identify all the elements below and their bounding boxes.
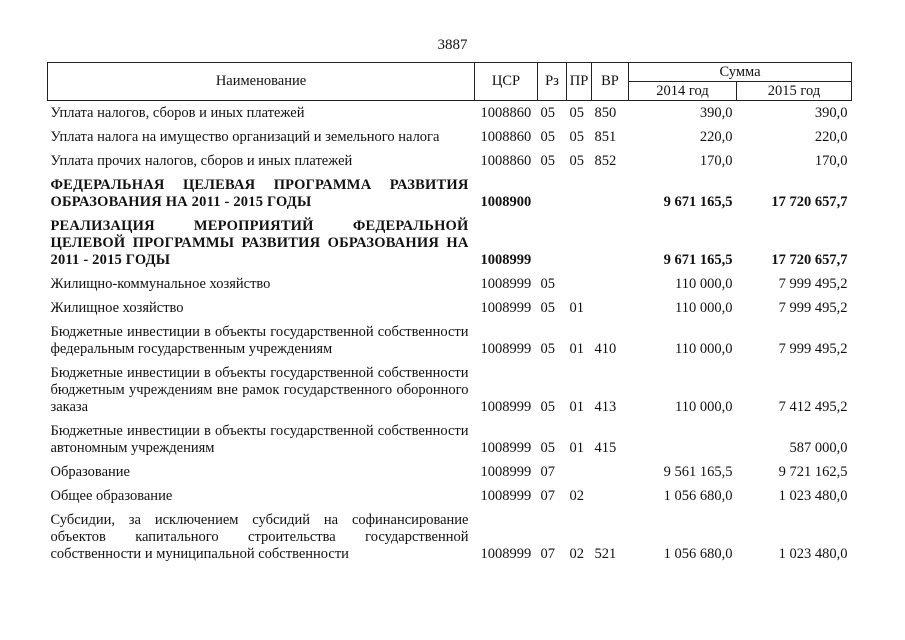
row-name: Жилищное хозяйство — [50, 300, 184, 316]
table-row — [48, 149, 852, 173]
row-pr — [567, 460, 592, 484]
row-amount-2015: 17 720 657,7 — [771, 252, 848, 268]
row-csr: 1008999 — [480, 341, 532, 357]
row-pr: 05 — [569, 153, 584, 169]
row-vr: 410 — [594, 341, 617, 357]
row-name: ФЕДЕРАЛЬНАЯ ЦЕЛЕВАЯ ПРОГРАММА РАЗВИТИЯ ОБРАЗОВАНИЯ НА 2011 - 2015 ГОДЫ — [50, 177, 469, 210]
table-body — [48, 101, 852, 567]
row-amount-2014: 110 000,0 — [675, 276, 733, 292]
row-amount-2014: 9 561 165,5 — [663, 464, 733, 480]
table-row — [48, 320, 852, 361]
header-name: Наименование — [48, 63, 475, 101]
page-number: 3887 — [437, 37, 468, 53]
row-amount-2015: 7 999 495,2 — [778, 276, 848, 292]
row-amount-2015: 1 023 480,0 — [778, 546, 848, 562]
row-name: РЕАЛИЗАЦИЯ МЕРОПРИЯТИЙ ФЕДЕРАЛЬНОЙ ЦЕЛЕВОЙ ПРОГРАММЫ РАЗВИТИЯ ОБРАЗОВАНИЯ НА 2011 - 2015 ГОДЫ — [50, 218, 469, 268]
row-vr: 850 — [594, 105, 617, 121]
row-amount-2014: 220,0 — [699, 129, 733, 145]
row-amount-2014: 9 671 165,5 — [663, 252, 733, 268]
row-name: Общее образование — [50, 488, 173, 504]
table-row — [48, 484, 852, 508]
row-csr: 1008999 — [480, 440, 532, 456]
table-row — [48, 460, 852, 484]
row-pr: 05 — [569, 105, 584, 121]
table-row — [48, 125, 852, 149]
table-row — [48, 508, 852, 566]
row-rz: 05 — [540, 129, 555, 145]
header-pr: ПР — [567, 63, 592, 101]
row-amount-2015: 7 999 495,2 — [778, 300, 848, 316]
table-row — [48, 272, 852, 296]
row-amount-2015: 7 412 495,2 — [778, 399, 848, 415]
row-pr — [567, 173, 592, 214]
row-amount-2015: 9 721 162,5 — [778, 464, 848, 480]
row-amount-2014: 110 000,0 — [675, 300, 733, 316]
row-amount-2014: 170,0 — [699, 153, 733, 169]
row-name: Уплата налога на имущество организаций и земельного налога — [50, 129, 440, 145]
row-vr — [592, 272, 629, 296]
row-pr: 02 — [569, 546, 584, 562]
row-name: Бюджетные инвестиции в объекты государственной собственности автономным учреждениям — [50, 423, 469, 456]
row-csr: 1008860 — [480, 105, 532, 121]
row-csr: 1008860 — [480, 153, 532, 169]
table-row — [48, 101, 852, 126]
header-rz: Рз — [538, 63, 567, 101]
row-amount-2015: 390,0 — [814, 105, 848, 121]
row-amount-2015: 1 023 480,0 — [778, 488, 848, 504]
row-name: Бюджетные инвестиции в объекты государственной собственности федеральным государственным учреждениям — [50, 324, 469, 357]
row-pr: 05 — [569, 129, 584, 145]
row-amount-2014: 9 671 165,5 — [663, 194, 733, 210]
row-rz — [538, 214, 567, 272]
row-rz: 05 — [540, 440, 555, 456]
row-vr: 413 — [594, 399, 617, 415]
row-vr: 415 — [594, 440, 617, 456]
row-name: Бюджетные инвестиции в объекты государственной собственности бюджетным учреждениям вне рамок государственного оборонного заказа — [50, 365, 469, 415]
row-name: Уплата налогов, сборов и иных платежей — [50, 105, 305, 121]
table-row — [48, 296, 852, 320]
table-row — [48, 419, 852, 460]
row-rz: 05 — [540, 276, 555, 292]
row-rz: 05 — [540, 300, 555, 316]
row-csr: 1008999 — [480, 300, 532, 316]
row-rz: 05 — [540, 105, 555, 121]
row-name: Жилищно-коммунальное хозяйство — [50, 276, 271, 292]
row-rz — [538, 173, 567, 214]
table-header — [48, 63, 852, 101]
row-name: Уплата прочих налогов, сборов и иных платежей — [50, 153, 353, 169]
row-csr: 1008999 — [480, 464, 532, 480]
row-pr: 02 — [569, 488, 584, 504]
row-csr: 1008860 — [480, 129, 532, 145]
row-rz: 07 — [540, 546, 555, 562]
header-vr: ВР — [592, 63, 629, 101]
row-csr: 1008999 — [480, 399, 532, 415]
row-vr — [592, 484, 629, 508]
row-name: Субсидии, за исключением субсидий на софинансирование объектов капитального строительства государственной собственности и муниципальной собственности — [50, 512, 469, 562]
row-csr: 1008999 — [480, 252, 532, 268]
row-rz: 05 — [540, 341, 555, 357]
row-csr: 1008900 — [480, 194, 532, 210]
row-pr — [567, 214, 592, 272]
row-rz: 05 — [540, 153, 555, 169]
row-rz: 07 — [540, 464, 555, 480]
row-amount-2014: 1 056 680,0 — [663, 546, 733, 562]
row-vr — [592, 296, 629, 320]
row-amount-2014: 390,0 — [699, 105, 733, 121]
row-vr — [592, 460, 629, 484]
row-pr — [567, 272, 592, 296]
row-vr — [592, 173, 629, 214]
row-vr: 852 — [594, 153, 617, 169]
row-pr: 01 — [569, 300, 584, 316]
row-vr — [592, 214, 629, 272]
row-amount-2014: 110 000,0 — [675, 341, 733, 357]
row-rz: 07 — [540, 488, 555, 504]
budget-table-container — [47, 62, 851, 566]
header-csr: ЦСР — [475, 63, 538, 101]
row-amount-2015: 220,0 — [814, 129, 848, 145]
budget-table — [47, 62, 852, 566]
row-amount-2014: 110 000,0 — [675, 399, 733, 415]
header-sum: Сумма — [629, 63, 852, 82]
row-amount-2015: 587 000,0 — [789, 440, 848, 456]
row-amount-2015: 7 999 495,2 — [778, 341, 848, 357]
row-csr: 1008999 — [480, 276, 532, 292]
row-vr: 521 — [594, 546, 617, 562]
row-amount-2014: 1 056 680,0 — [663, 488, 733, 504]
row-vr: 851 — [594, 129, 617, 145]
row-csr: 1008999 — [480, 546, 532, 562]
row-pr: 01 — [569, 399, 584, 415]
row-amount-2015: 17 720 657,7 — [771, 194, 848, 210]
header-year-2015: 2015 год — [737, 82, 852, 101]
row-amount-2014 — [629, 419, 737, 460]
row-name: Образование — [50, 464, 130, 480]
row-pr: 01 — [569, 341, 584, 357]
table-row — [48, 173, 852, 214]
row-rz: 05 — [540, 399, 555, 415]
row-csr: 1008999 — [480, 488, 532, 504]
row-amount-2015: 170,0 — [814, 153, 848, 169]
row-pr: 01 — [569, 440, 584, 456]
header-year-2014: 2014 год — [629, 82, 737, 101]
table-row — [48, 361, 852, 419]
table-row — [48, 214, 852, 272]
